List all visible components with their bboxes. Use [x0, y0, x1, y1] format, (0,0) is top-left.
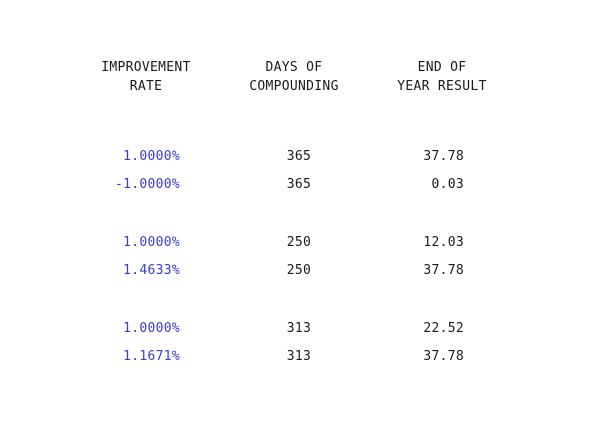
rate-cell: 1.0000% [123, 149, 180, 164]
result-cell: 37.78 [423, 263, 464, 278]
days-cell: 313 [286, 349, 312, 364]
header-end-of-year-result [382, 58, 502, 96]
result-cell: 22.52 [423, 321, 464, 336]
days-cell: 365 [286, 149, 312, 164]
days-cell: 365 [286, 177, 312, 192]
header-days-line-2: COMPOUNDING [249, 79, 339, 94]
table-row [0, 319, 600, 339]
result-cell: 0.03 [431, 177, 464, 192]
rate-cell: 1.0000% [123, 321, 180, 336]
header-rate-line-2: RATE [129, 79, 163, 94]
table-row [0, 261, 600, 281]
header-rate-line-1: IMPROVEMENT [101, 60, 191, 75]
result-cell: 37.78 [423, 349, 464, 364]
header-days-of-compounding [234, 58, 354, 96]
table-row [0, 347, 600, 367]
result-cell: 37.78 [423, 149, 464, 164]
days-cell: 313 [286, 321, 312, 336]
days-cell: 250 [286, 235, 312, 250]
rate-cell: 1.0000% [123, 235, 180, 250]
header-days-line-1: DAYS OF [265, 60, 323, 75]
header-improvement-rate [86, 58, 206, 96]
rate-cell: -1.0000% [114, 177, 180, 192]
rate-cell: 1.4633% [123, 263, 180, 278]
days-cell: 250 [286, 263, 312, 278]
rate-cell: 1.1671% [123, 349, 180, 364]
table-row [0, 175, 600, 195]
header-result-line-1: END OF [417, 60, 467, 75]
table-row [0, 233, 600, 253]
header-result-line-2: YEAR RESULT [397, 79, 487, 94]
table-row [0, 147, 600, 167]
result-cell: 12.03 [423, 235, 464, 250]
